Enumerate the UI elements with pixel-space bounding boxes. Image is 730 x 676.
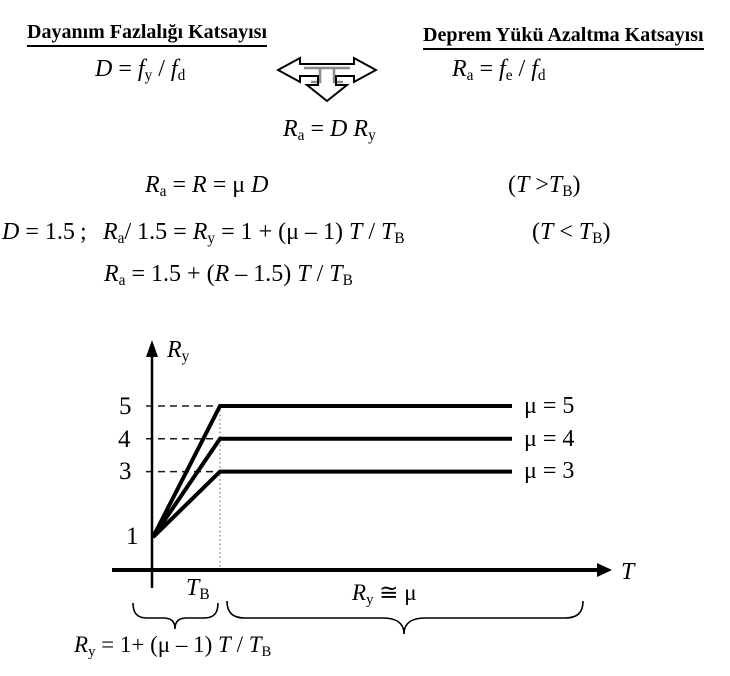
- y-axis-label: Ry: [167, 337, 190, 366]
- underbrace-left: [133, 603, 218, 629]
- three-way-arrow-icon: [276, 56, 378, 104]
- formula-load-reduction: Ra = fe / fd: [452, 56, 546, 85]
- equation-2-main: Ra/ 1.5 = Ry = 1 + (μ – 1) T / TB: [103, 219, 405, 248]
- y-axis-arrowhead: [146, 340, 158, 357]
- ytick-3: 3: [119, 458, 132, 485]
- chart-generated-lines: [146, 406, 512, 568]
- equation-2-prefix: D = 1.5: [2, 219, 75, 245]
- series-line-mu-4: [153, 439, 512, 537]
- equation-1: Ra = R = μ D: [145, 172, 269, 201]
- series-line-mu-3: [153, 472, 512, 538]
- equation-2-condition: (T < TB): [532, 219, 611, 248]
- equation-2-separator: ;: [80, 219, 87, 245]
- ytick-4: 4: [118, 426, 131, 453]
- formula-combined: Ra = D Ry: [283, 116, 376, 145]
- equation-1-condition: (T >TB): [508, 172, 581, 201]
- legend-mu-4: μ = 4: [524, 426, 575, 452]
- header-overstrength: Dayanım Fazlalığı Katsayısı: [27, 20, 267, 47]
- rising-region-formula: Ry = 1+ (μ – 1) T / TB: [74, 632, 272, 660]
- header-load-reduction: Deprem Yükü Azaltma Katsayısı: [423, 23, 704, 50]
- plateau-region-label: Ry ≅ μ: [352, 580, 417, 608]
- ytick-1: 1: [126, 523, 139, 550]
- legend-mu-3: μ = 3: [524, 458, 575, 484]
- ytick-5: 5: [119, 393, 132, 420]
- equation-3: Ra = 1.5 + (R – 1.5) T / TB: [104, 261, 353, 290]
- x-axis-label: T: [621, 559, 635, 585]
- x-axis-arrowhead: [597, 563, 612, 577]
- legend-mu-5: μ = 5: [524, 393, 575, 419]
- formula-overstrength: D = fy / fd: [95, 56, 186, 85]
- x-knee-marker-tb: TB: [186, 575, 210, 604]
